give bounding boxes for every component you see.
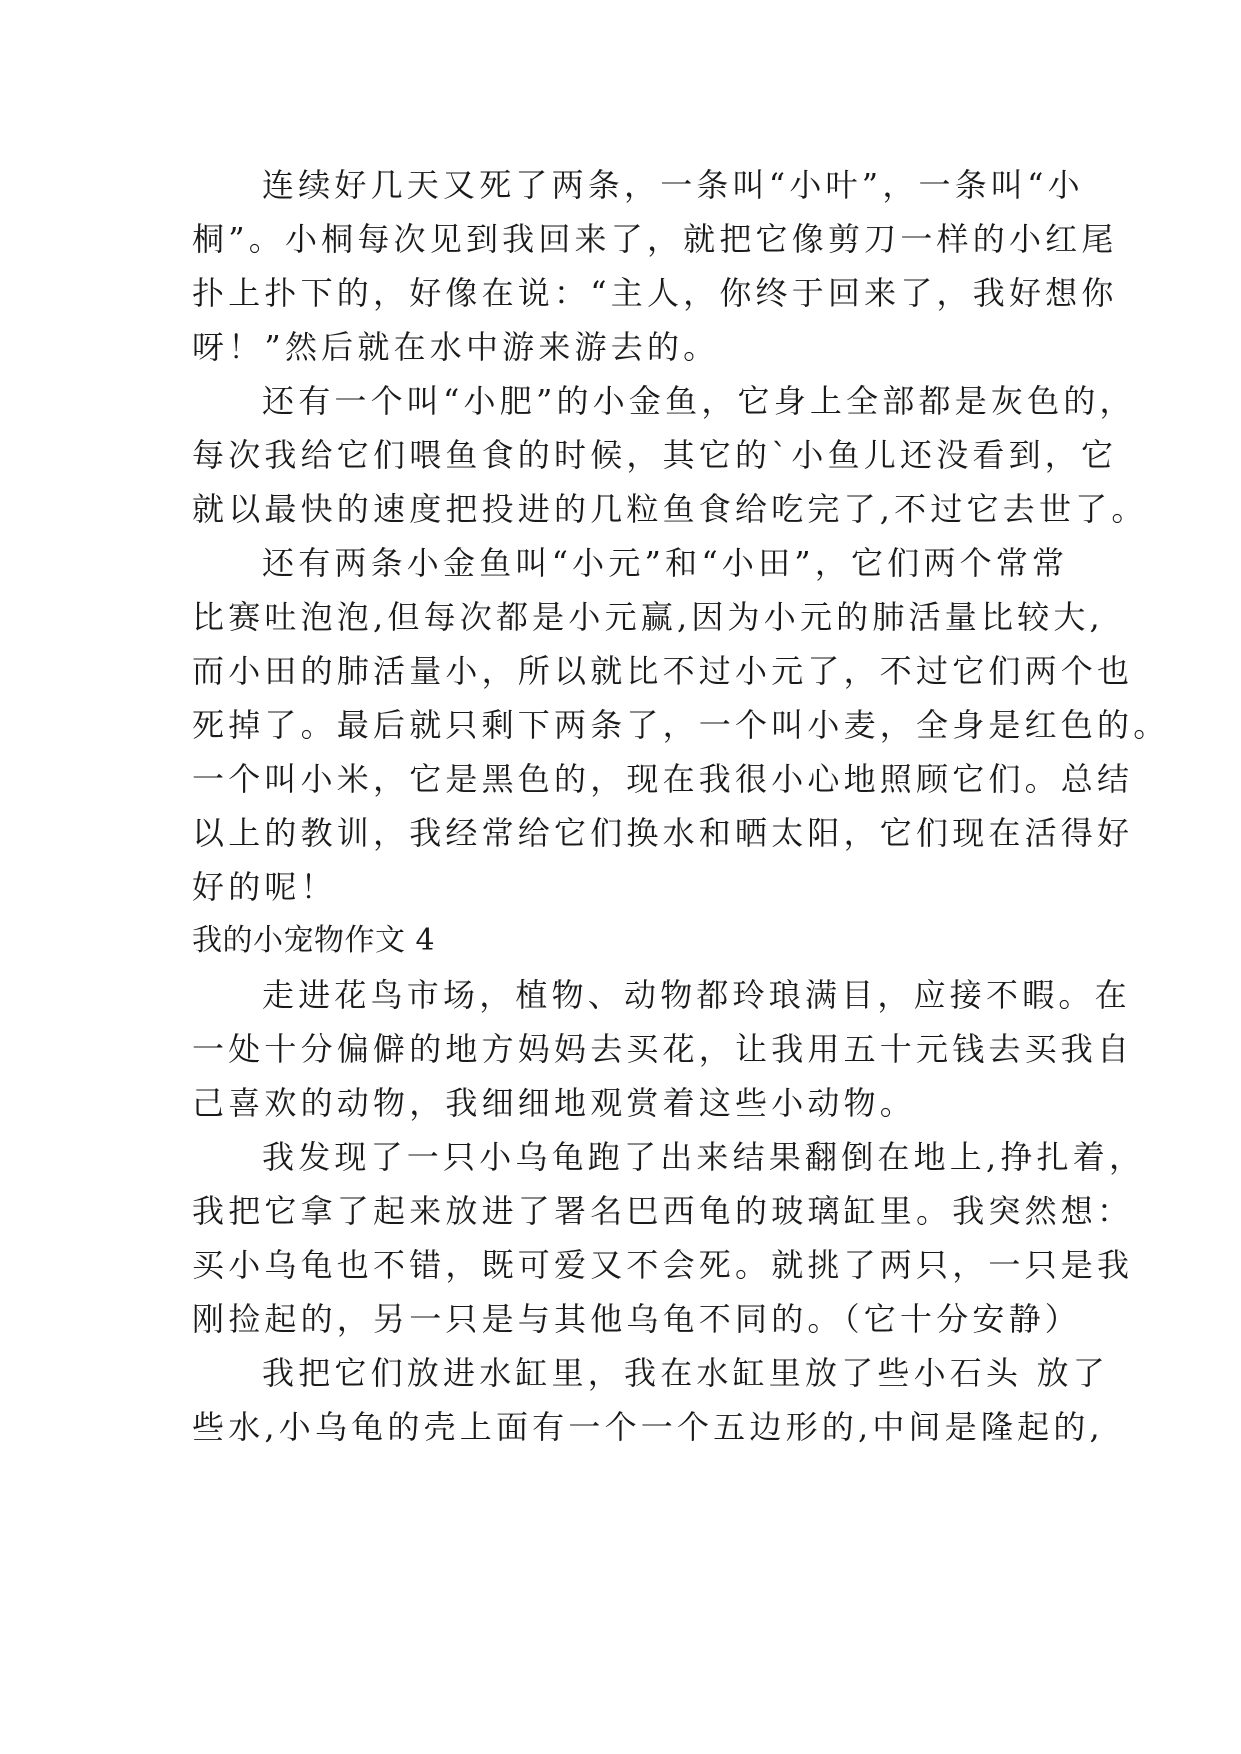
text-line: 我把它们放进水缸里，我在水缸里放了些小石头 放了: [262, 1354, 1109, 1392]
text-line: 就以最快的速度把投进的几粒鱼食给吃完了,不过它去世了。: [192, 490, 1148, 528]
text-line: 桐”。小桐每次见到我回来了，就把它像剪刀一样的小红尾: [192, 220, 1118, 258]
text-line: 扑上扑下的，好像在说：“主人，你终于回来了，我好想你: [192, 274, 1118, 312]
text-line: 买小乌龟也不错，既可爱又不会死。就挑了两只，一只是我: [192, 1246, 1134, 1284]
document-body: [192, 158, 1170, 1454]
text-line: 比赛吐泡泡,但每次都是小元赢,因为小元的肺活量比较大,: [192, 598, 1104, 636]
text-line: 刚捡起的，另一只是与其他乌龟不同的。（它十分安静）: [192, 1300, 1082, 1338]
text-line: 每次我给它们喂鱼食的时候，其它的`小鱼儿还没看到，它: [192, 436, 1118, 474]
text-line: 而小田的肺活量小，所以就比不过小元了，不过它们两个也: [192, 652, 1134, 690]
text-line: 连续好几天又死了两条，一条叫“小叶”，一条叫“小: [262, 166, 1084, 204]
text-line: 还有一个叫“小肥”的小金鱼，它身上全部都是灰色的，: [262, 382, 1136, 420]
section-heading: 我的小宠物作文 4: [192, 923, 436, 958]
text-line: 己喜欢的动物，我细细地观赏着这些小动物。: [192, 1084, 917, 1122]
text-line: 我把它拿了起来放进了署名巴西龟的玻璃缸里。我突然想：: [192, 1192, 1134, 1230]
text-line: 些水,小乌龟的壳上面有一个一个五边形的,中间是隆起的,: [192, 1408, 1104, 1446]
text-line: 以上的教训，我经常给它们换水和晒太阳，它们现在活得好: [192, 814, 1134, 852]
text-line: 我发现了一只小乌龟跑了出来结果翻倒在地上,挣扎着，: [262, 1138, 1146, 1176]
text-line: 呀！”然后就在水中游来游去的。: [192, 328, 720, 366]
text-line: 还有两条小金鱼叫“小元”和“小田”，它们两个常常: [262, 544, 1069, 582]
text-line: 好的呢！: [192, 868, 337, 906]
text-line: 一处十分偏僻的地方妈妈去买花，让我用五十元钱去买我自: [192, 1030, 1134, 1068]
text-line: 走进花鸟市场，植物、动物都玲琅满目，应接不暇。在: [262, 976, 1131, 1014]
text-line: 一个叫小米，它是黑色的，现在我很小心地照顾它们。总结: [192, 760, 1134, 798]
text-line: 死掉了。最后就只剩下两条了，一个叫小麦，全身是红色的。: [192, 706, 1170, 744]
